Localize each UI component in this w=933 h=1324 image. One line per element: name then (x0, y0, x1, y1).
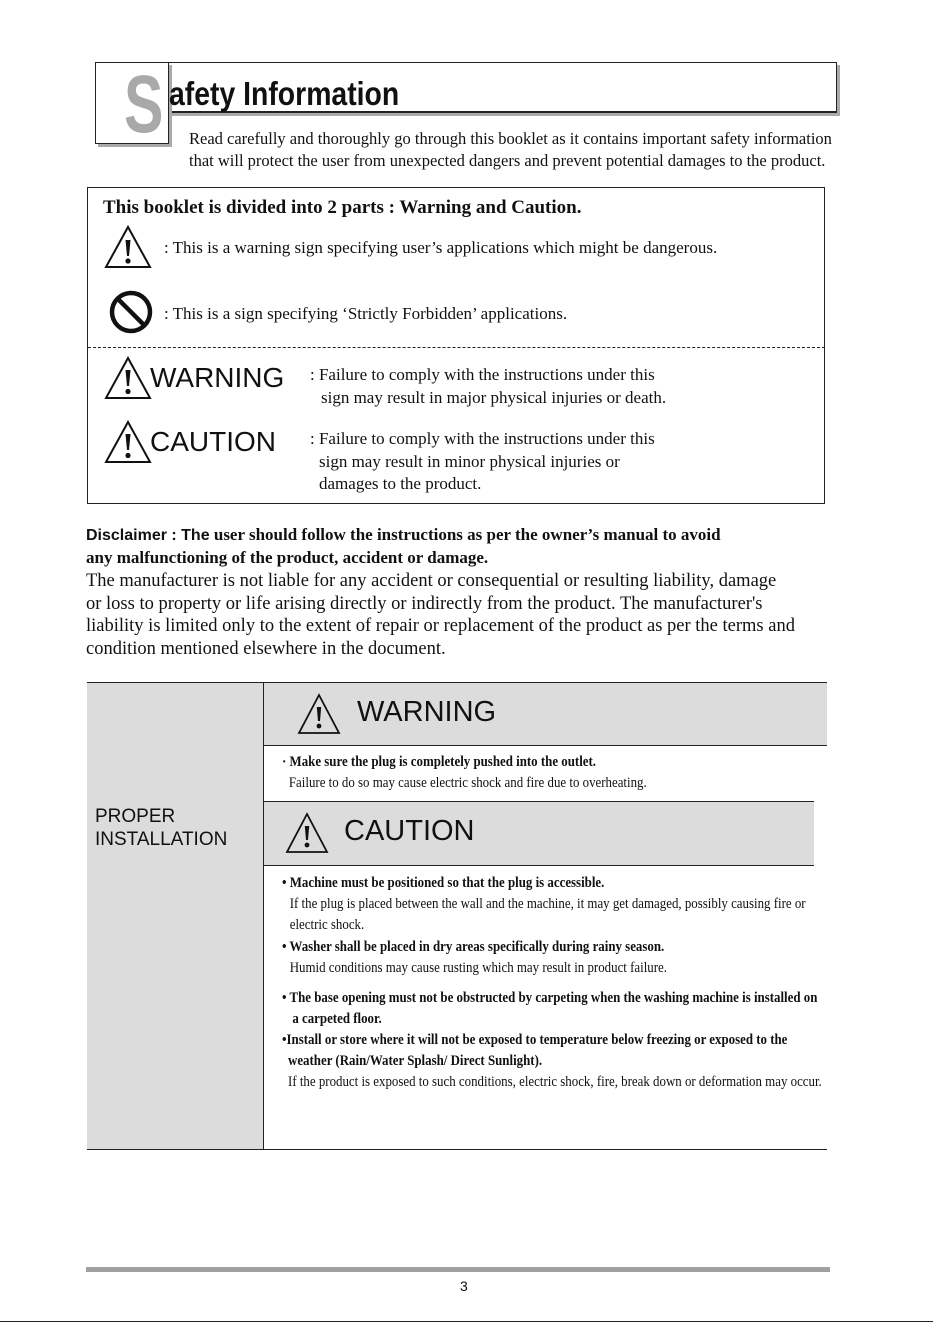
warning-triangle-icon (285, 812, 329, 854)
prohibited-circle-icon (108, 289, 154, 335)
page-title: afety Information (169, 75, 400, 112)
page-bottom-edge (0, 1321, 933, 1322)
warning-label: WARNING (150, 362, 285, 393)
disclaimer-body: The manufacturer is not liable for any accident or consequential or resulting liability, damage or loss to property or life arising directly or indirectly from the product. The manufacturer's liability is limited only to the extent of repair or replacement of the product as per the terms and condition mentioned elsewhere in the document. (86, 571, 795, 659)
caution-item: • Washer shall be placed in dry areas specifically during rainy season. Humid conditions may cause rusting which may result in product failure. (282, 939, 667, 976)
table-column-divider (263, 682, 264, 1149)
title-initial: S (124, 59, 162, 150)
warning-sign-text: : This is a warning sign specifying user’s applications which might be dangerous. (164, 238, 718, 257)
section-label: PROPER INSTALLATION (95, 806, 228, 850)
disclaimer-lead: Disclaimer : The (86, 527, 210, 544)
table-top-rule (87, 682, 827, 683)
warning-triangle-icon (104, 420, 152, 464)
warning-triangle-icon (104, 224, 152, 270)
caution-heading: CAUTION (344, 815, 475, 847)
caution-item: • Machine must be positioned so that the plug is accessible. If the plug is placed between the wall and the machine, it may get damaged, possibly causing fire or electric shock. (282, 875, 806, 933)
intro-text: Read carefully and thoroughly go through this booklet as it contains important safety information that will protect the user from unexpected dangers and prevent potential damages to the product. (189, 129, 832, 170)
warning-triangle-icon (297, 693, 341, 735)
warning-description: : Failure to comply with the instructions under this sign may result in major physical injuries or death. (310, 365, 667, 407)
section-label-cell (87, 682, 263, 1149)
forbidden-sign-text: : This is a sign specifying ‘Strictly Forbidden’ applications. (164, 304, 568, 323)
warning-heading: WARNING (357, 696, 497, 728)
legend-title: This booklet is divided into 2 parts : Warning and Caution. (103, 197, 582, 218)
caution-item: •Install or store where it will not be exposed to temperature below freezing or exposed to the weather (Rain/Water Splash/ Direct Sunlight). If the product is exposed to such conditions, electric shock, fire, break down or deformation may occur. (282, 1032, 822, 1090)
dashed-divider (88, 347, 825, 348)
table-bottom-rule (87, 1149, 827, 1150)
warning-item: · Make sure the plug is completely pushed into the outlet. Failure to do so may cause electric shock and fire due to overheating. (282, 754, 647, 791)
disclaimer-heading: Disclaimer : The user should follow the instructions as per the owner’s manual to avoid any malfunctioning of the product, accident or damage. (86, 525, 721, 567)
footer-rule (86, 1267, 830, 1272)
page-number: 3 (460, 1278, 468, 1294)
caution-label: CAUTION (150, 426, 276, 457)
caution-description: : Failure to comply with the instructions under this sign may result in minor physical injuries or damages to the product. (310, 429, 655, 493)
warning-triangle-icon (104, 356, 152, 400)
caution-item: • The base opening must not be obstructed by carpeting when the washing machine is installed on a carpeted floor. (282, 990, 818, 1027)
warning-heading-band (264, 683, 827, 746)
